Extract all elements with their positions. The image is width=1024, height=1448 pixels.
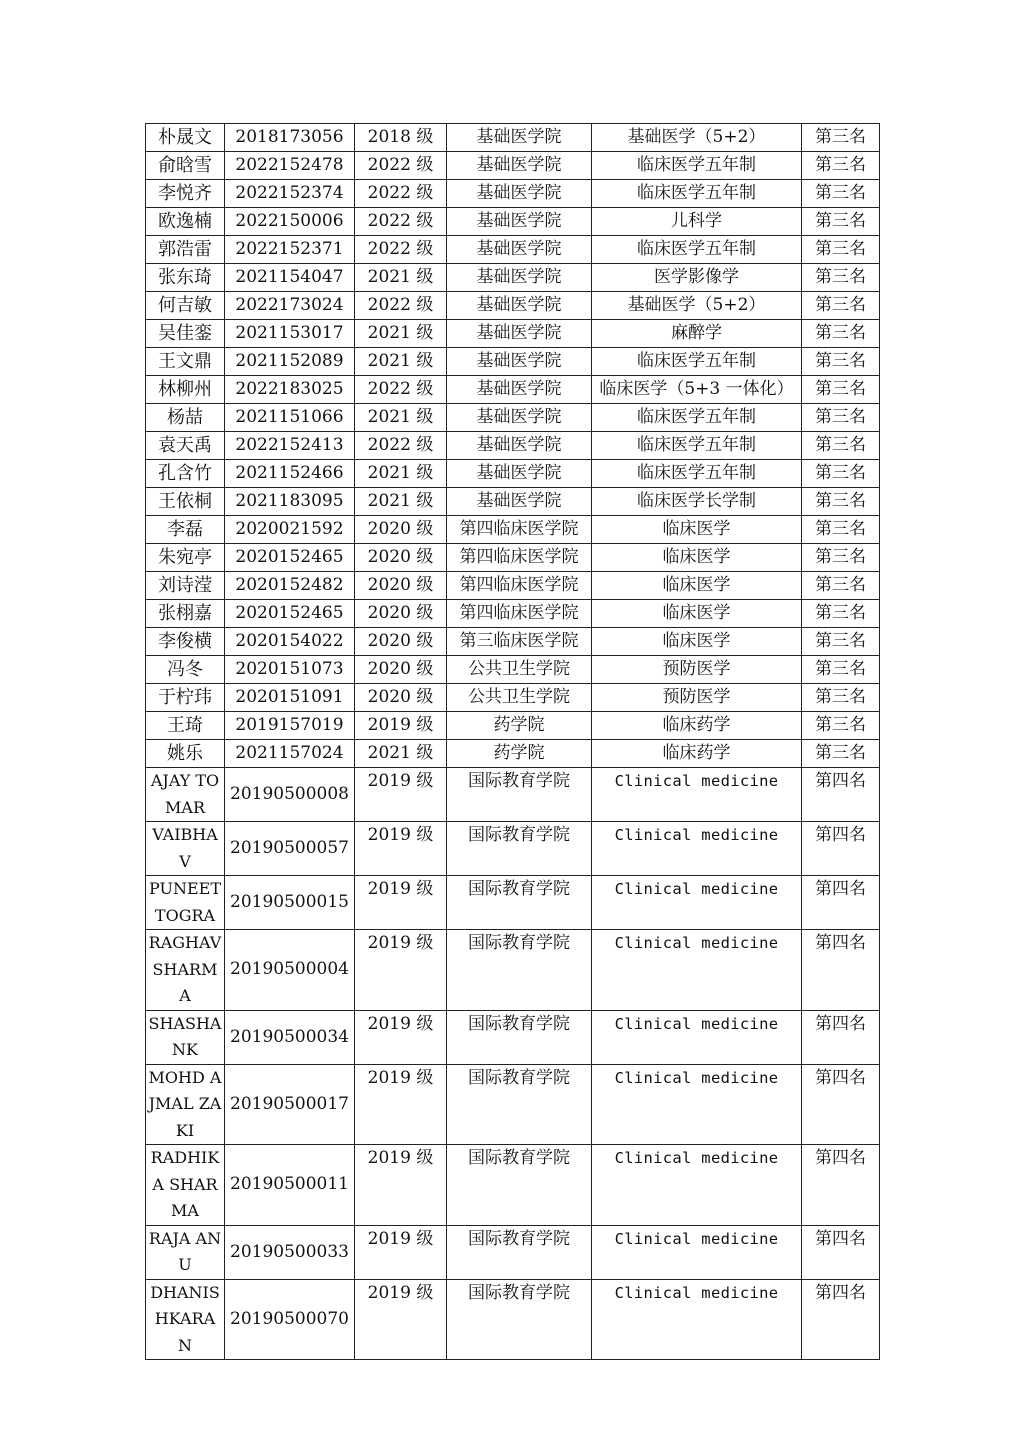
table-row: [146, 656, 880, 684]
table-row: [146, 432, 880, 460]
major-cell: 临床医学五年制: [592, 460, 802, 488]
rank-cell: 第三名: [802, 544, 880, 572]
major-cell: Clinical medicine: [592, 930, 802, 1011]
student-id-cell: 20190500034: [225, 1010, 355, 1064]
grade-cell: 2021 级: [355, 404, 447, 432]
rank-cell: 第三名: [802, 320, 880, 348]
student-id-cell: 2022152478: [225, 152, 355, 180]
student-id-cell: 2021157024: [225, 740, 355, 768]
college-cell: 基础医学院: [447, 460, 592, 488]
table-row: [146, 876, 880, 930]
grade-cell: 2020 级: [355, 656, 447, 684]
grade-cell: 2019 级: [355, 1145, 447, 1226]
student-name-cell: AJAY TOMAR: [146, 768, 225, 822]
college-cell: 国际教育学院: [447, 1225, 592, 1279]
student-name-cell: RAGHAV SHARMA: [146, 930, 225, 1011]
college-cell: 基础医学院: [447, 152, 592, 180]
student-name-cell: MOHD AJMAL ZAKI: [146, 1064, 225, 1145]
college-cell: 国际教育学院: [447, 1064, 592, 1145]
rank-cell: 第三名: [802, 180, 880, 208]
table-row: [146, 460, 880, 488]
student-name-cell: 吴佳銮: [146, 320, 225, 348]
grade-cell: 2019 级: [355, 1279, 447, 1360]
major-cell: 临床医学（5+3 一体化）: [592, 376, 802, 404]
college-cell: 国际教育学院: [447, 1010, 592, 1064]
table-row: [146, 124, 880, 152]
student-name-cell: 何吉敏: [146, 292, 225, 320]
student-id-cell: 20190500057: [225, 822, 355, 876]
major-cell: 临床药学: [592, 712, 802, 740]
college-cell: 第四临床医学院: [447, 572, 592, 600]
student-name-cell: 冯冬: [146, 656, 225, 684]
table-row: [146, 376, 880, 404]
student-name-cell: 李俊横: [146, 628, 225, 656]
student-name-cell: 朴晟文: [146, 124, 225, 152]
student-name-cell: 袁天禹: [146, 432, 225, 460]
grade-cell: 2019 级: [355, 876, 447, 930]
student-name-cell: 刘诗滢: [146, 572, 225, 600]
table-row: [146, 628, 880, 656]
table-row: [146, 740, 880, 768]
major-cell: 基础医学（5+2）: [592, 292, 802, 320]
student-id-cell: 20190500015: [225, 876, 355, 930]
rank-cell: 第三名: [802, 432, 880, 460]
college-cell: 基础医学院: [447, 376, 592, 404]
student-id-cell: 2018173056: [225, 124, 355, 152]
student-id-cell: 20190500004: [225, 930, 355, 1011]
major-cell: 医学影像学: [592, 264, 802, 292]
major-cell: 临床医学: [592, 544, 802, 572]
major-cell: 临床药学: [592, 740, 802, 768]
major-cell: 临床医学五年制: [592, 404, 802, 432]
rank-cell: 第三名: [802, 488, 880, 516]
college-cell: 药学院: [447, 740, 592, 768]
college-cell: 基础医学院: [447, 124, 592, 152]
major-cell: 儿科学: [592, 208, 802, 236]
grade-cell: 2022 级: [355, 208, 447, 236]
student-id-cell: 2021153017: [225, 320, 355, 348]
student-name-cell: PUNEET TOGRA: [146, 876, 225, 930]
major-cell: Clinical medicine: [592, 768, 802, 822]
table-row: [146, 544, 880, 572]
major-cell: 临床医学: [592, 516, 802, 544]
student-id-cell: 2020152482: [225, 572, 355, 600]
student-name-cell: SHASHANK: [146, 1010, 225, 1064]
rank-cell: 第四名: [802, 1010, 880, 1064]
student-name-cell: 王琦: [146, 712, 225, 740]
college-cell: 基础医学院: [447, 348, 592, 376]
major-cell: Clinical medicine: [592, 1145, 802, 1226]
table-row: [146, 684, 880, 712]
table-row: [146, 930, 880, 1011]
college-cell: 国际教育学院: [447, 1279, 592, 1360]
student-id-cell: 2022152413: [225, 432, 355, 460]
college-cell: 基础医学院: [447, 180, 592, 208]
grade-cell: 2022 级: [355, 236, 447, 264]
college-cell: 公共卫生学院: [447, 684, 592, 712]
rank-cell: 第三名: [802, 516, 880, 544]
grade-cell: 2019 级: [355, 1225, 447, 1279]
student-id-cell: 2022150006: [225, 208, 355, 236]
rank-cell: 第三名: [802, 656, 880, 684]
major-cell: Clinical medicine: [592, 1064, 802, 1145]
college-cell: 基础医学院: [447, 292, 592, 320]
table-row: [146, 320, 880, 348]
college-cell: 国际教育学院: [447, 876, 592, 930]
college-cell: 基础医学院: [447, 264, 592, 292]
major-cell: 临床医学五年制: [592, 236, 802, 264]
student-name-cell: 朱宛亭: [146, 544, 225, 572]
student-id-cell: 2021183095: [225, 488, 355, 516]
major-cell: 临床医学: [592, 628, 802, 656]
student-name-cell: 姚乐: [146, 740, 225, 768]
grade-cell: 2022 级: [355, 292, 447, 320]
student-name-cell: VAIBHAV: [146, 822, 225, 876]
student-id-cell: 20190500008: [225, 768, 355, 822]
college-cell: 基础医学院: [447, 488, 592, 516]
major-cell: 麻醉学: [592, 320, 802, 348]
student-id-cell: 20190500017: [225, 1064, 355, 1145]
table-row: [146, 1225, 880, 1279]
table-row: [146, 1064, 880, 1145]
table-row: [146, 208, 880, 236]
grade-cell: 2020 级: [355, 544, 447, 572]
student-name-cell: 李磊: [146, 516, 225, 544]
student-id-cell: 2022173024: [225, 292, 355, 320]
college-cell: 基础医学院: [447, 208, 592, 236]
major-cell: Clinical medicine: [592, 1010, 802, 1064]
grade-cell: 2021 级: [355, 348, 447, 376]
table-row: [146, 488, 880, 516]
rank-cell: 第四名: [802, 1225, 880, 1279]
student-name-cell: RADHIKA SHARMA: [146, 1145, 225, 1226]
college-cell: 国际教育学院: [447, 822, 592, 876]
grade-cell: 2022 级: [355, 152, 447, 180]
rank-cell: 第四名: [802, 876, 880, 930]
rank-cell: 第三名: [802, 152, 880, 180]
major-cell: Clinical medicine: [592, 876, 802, 930]
major-cell: 临床医学五年制: [592, 152, 802, 180]
major-cell: 临床医学: [592, 572, 802, 600]
student-name-cell: 郭浩雷: [146, 236, 225, 264]
rank-cell: 第三名: [802, 600, 880, 628]
rank-cell: 第四名: [802, 768, 880, 822]
student-name-cell: 杨喆: [146, 404, 225, 432]
college-cell: 第四临床医学院: [447, 544, 592, 572]
table-row: [146, 404, 880, 432]
student-name-cell: 张栩嘉: [146, 600, 225, 628]
major-cell: 基础医学（5+2）: [592, 124, 802, 152]
major-cell: 临床医学五年制: [592, 348, 802, 376]
grade-cell: 2018 级: [355, 124, 447, 152]
table-row: [146, 264, 880, 292]
student-name-cell: 王文鼎: [146, 348, 225, 376]
rank-cell: 第三名: [802, 292, 880, 320]
student-name-cell: 王依桐: [146, 488, 225, 516]
rank-cell: 第三名: [802, 712, 880, 740]
student-name-cell: 孔含竹: [146, 460, 225, 488]
grade-cell: 2019 级: [355, 822, 447, 876]
rank-cell: 第四名: [802, 822, 880, 876]
student-id-cell: 20190500070: [225, 1279, 355, 1360]
major-cell: Clinical medicine: [592, 1279, 802, 1360]
rank-cell: 第四名: [802, 1145, 880, 1226]
grade-cell: 2020 级: [355, 572, 447, 600]
student-id-cell: 2020154022: [225, 628, 355, 656]
rank-cell: 第三名: [802, 236, 880, 264]
student-id-cell: 2021152089: [225, 348, 355, 376]
rank-cell: 第三名: [802, 208, 880, 236]
student-id-cell: 2022152374: [225, 180, 355, 208]
college-cell: 基础医学院: [447, 320, 592, 348]
table-row: [146, 292, 880, 320]
student-id-cell: 2020151073: [225, 656, 355, 684]
student-name-cell: 于柠玮: [146, 684, 225, 712]
college-cell: 基础医学院: [447, 236, 592, 264]
rank-cell: 第三名: [802, 572, 880, 600]
rank-cell: 第四名: [802, 930, 880, 1011]
student-name-cell: 林柳州: [146, 376, 225, 404]
student-name-cell: 俞晗雪: [146, 152, 225, 180]
major-cell: 临床医学长学制: [592, 488, 802, 516]
grade-cell: 2020 级: [355, 600, 447, 628]
table-row: [146, 236, 880, 264]
table-row: [146, 768, 880, 822]
college-cell: 第四临床医学院: [447, 600, 592, 628]
major-cell: Clinical medicine: [592, 1225, 802, 1279]
grade-cell: 2020 级: [355, 628, 447, 656]
student-id-cell: 2022183025: [225, 376, 355, 404]
award-roster-table: [145, 123, 880, 1360]
table-row: [146, 1010, 880, 1064]
student-id-cell: 2019157019: [225, 712, 355, 740]
grade-cell: 2019 级: [355, 768, 447, 822]
student-name-cell: RAJA ANU: [146, 1225, 225, 1279]
student-id-cell: 2020021592: [225, 516, 355, 544]
table-row: [146, 1145, 880, 1226]
student-id-cell: 2021154047: [225, 264, 355, 292]
student-id-cell: 2020152465: [225, 600, 355, 628]
grade-cell: 2019 级: [355, 1064, 447, 1145]
rank-cell: 第四名: [802, 1064, 880, 1145]
rank-cell: 第三名: [802, 124, 880, 152]
student-id-cell: 2020152465: [225, 544, 355, 572]
table-row: [146, 822, 880, 876]
college-cell: 第三临床医学院: [447, 628, 592, 656]
student-id-cell: 2022152371: [225, 236, 355, 264]
grade-cell: 2019 级: [355, 930, 447, 1011]
college-cell: 第四临床医学院: [447, 516, 592, 544]
grade-cell: 2022 级: [355, 432, 447, 460]
student-id-cell: 20190500033: [225, 1225, 355, 1279]
grade-cell: 2021 级: [355, 740, 447, 768]
student-id-cell: 20190500011: [225, 1145, 355, 1226]
roster-table-body: [146, 124, 880, 1360]
grade-cell: 2021 级: [355, 264, 447, 292]
rank-cell: 第三名: [802, 348, 880, 376]
table-row: [146, 180, 880, 208]
major-cell: 预防医学: [592, 656, 802, 684]
student-id-cell: 2020151091: [225, 684, 355, 712]
table-row: [146, 516, 880, 544]
rank-cell: 第三名: [802, 628, 880, 656]
rank-cell: 第三名: [802, 376, 880, 404]
grade-cell: 2019 级: [355, 712, 447, 740]
major-cell: 临床医学五年制: [592, 180, 802, 208]
major-cell: Clinical medicine: [592, 822, 802, 876]
table-row: [146, 572, 880, 600]
rank-cell: 第四名: [802, 1279, 880, 1360]
student-id-cell: 2021151066: [225, 404, 355, 432]
college-cell: 国际教育学院: [447, 1145, 592, 1226]
major-cell: 预防医学: [592, 684, 802, 712]
grade-cell: 2020 级: [355, 684, 447, 712]
table-row: [146, 712, 880, 740]
student-name-cell: 张东琦: [146, 264, 225, 292]
rank-cell: 第三名: [802, 404, 880, 432]
student-name-cell: 李悦齐: [146, 180, 225, 208]
rank-cell: 第三名: [802, 264, 880, 292]
major-cell: 临床医学五年制: [592, 432, 802, 460]
major-cell: 临床医学: [592, 600, 802, 628]
college-cell: 国际教育学院: [447, 930, 592, 1011]
table-row: [146, 152, 880, 180]
grade-cell: 2019 级: [355, 1010, 447, 1064]
grade-cell: 2020 级: [355, 516, 447, 544]
rank-cell: 第三名: [802, 460, 880, 488]
grade-cell: 2021 级: [355, 320, 447, 348]
college-cell: 基础医学院: [447, 404, 592, 432]
rank-cell: 第三名: [802, 740, 880, 768]
table-row: [146, 348, 880, 376]
college-cell: 国际教育学院: [447, 768, 592, 822]
grade-cell: 2022 级: [355, 180, 447, 208]
rank-cell: 第三名: [802, 684, 880, 712]
table-row: [146, 1279, 880, 1360]
college-cell: 基础医学院: [447, 432, 592, 460]
grade-cell: 2022 级: [355, 376, 447, 404]
grade-cell: 2021 级: [355, 460, 447, 488]
grade-cell: 2021 级: [355, 488, 447, 516]
student-id-cell: 2021152466: [225, 460, 355, 488]
college-cell: 公共卫生学院: [447, 656, 592, 684]
student-name-cell: DHANISHKARAN: [146, 1279, 225, 1360]
student-name-cell: 欧逸楠: [146, 208, 225, 236]
table-row: [146, 600, 880, 628]
college-cell: 药学院: [447, 712, 592, 740]
